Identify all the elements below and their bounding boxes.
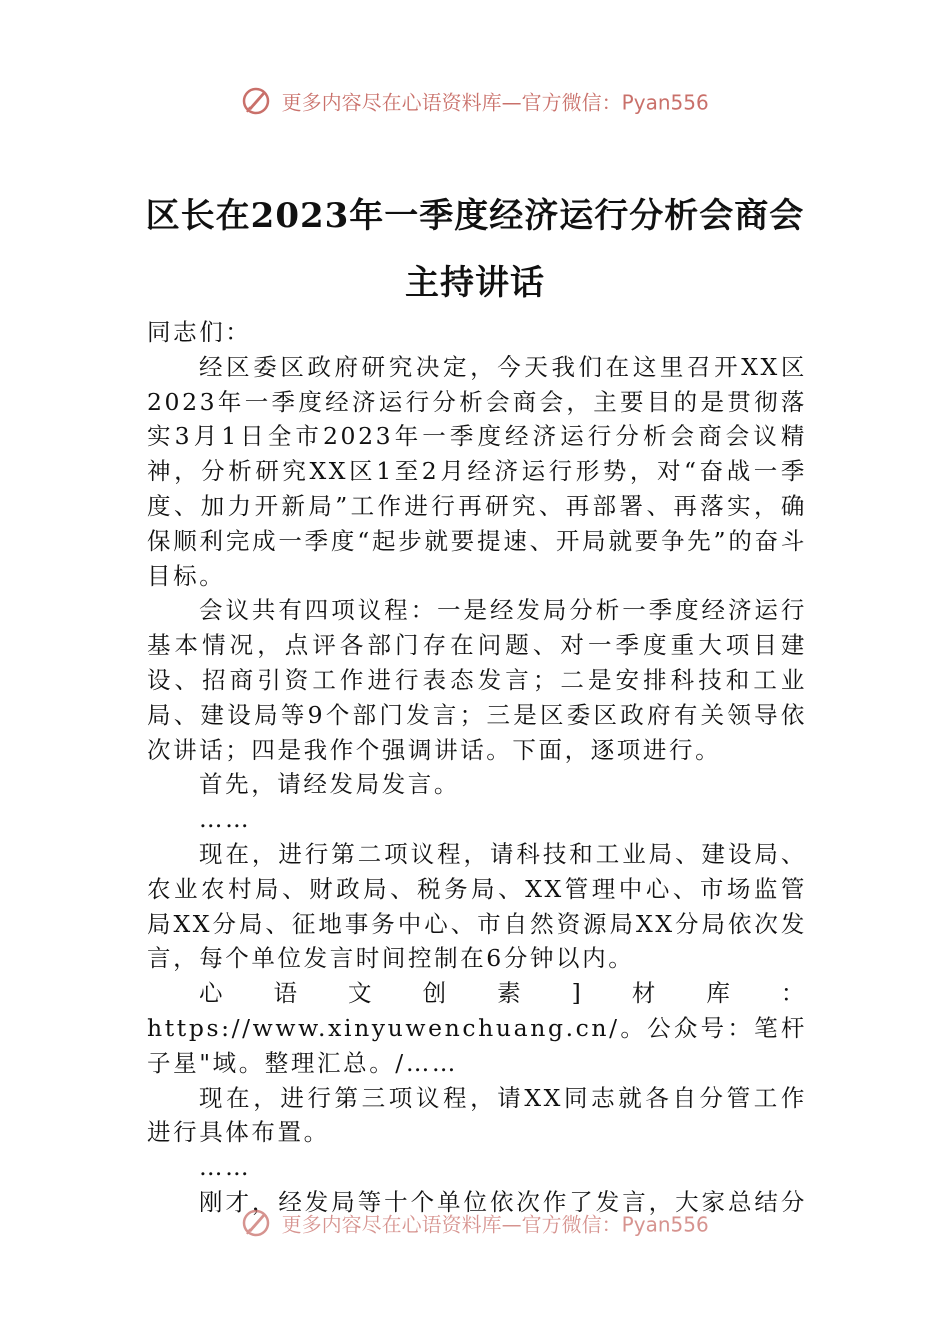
paragraph: 心语文创素]材库：https://www.xinyuwenchuang.cn/。公众号：笔杆子星"域。整理汇总。/……: [147, 979, 807, 1077]
watermark-text: 更多内容尽在心语资料库—官方微信：Pyan556: [281, 90, 709, 115]
quill-seal-icon: [241, 1208, 271, 1238]
header-watermark: [0, 86, 950, 116]
paragraph: 现在，进行第三项议程，请XX同志就各自分管工作进行具体布置。: [147, 1083, 807, 1147]
quill-seal-icon: [241, 86, 271, 116]
document-title-line-1: 区长在2023年一季度经济运行分析会商会: [145, 196, 805, 236]
ellipsis-line: ……: [199, 805, 252, 834]
paragraph: 经区委区政府研究决定，今天我们在这里召开XX区2023年一季度经济运行分析会商会，主要目的是贯彻落实3月1日全市2023年一季度经济运行分析会商会议精神，分析研究XX区1至2月经济运行形势，对“奋战一季度、加力开新局”工作进行再研究、再部署、再落实，确保顺利完成一季度“起步就要提速、开局就要争先”的奋斗目标。: [147, 352, 807, 590]
paragraph: 刚才，经发局等十个单位依次作了发言，大家总结分: [199, 1187, 807, 1216]
paragraph: 会议共有四项议程：一是经发局分析一季度经济运行基本情况，点评各部门存在问题、对一季度重大项目建设、招商引资工作进行表态发言；二是安排科技和工业局、建设局等9个部门发言；三是区委区政府有关领导依次讲话；四是我作个强调讲话。下面，逐项进行。: [147, 596, 807, 764]
document-title-line-2: 主持讲话: [405, 263, 545, 303]
paragraph: 现在，进行第二项议程，请科技和工业局、建设局、农业农村局、财政局、税务局、XX管理中心、市场监管局XX分局、征地事务中心、市自然资源局XX分局依次发言，每个单位发言时间控制在6分钟以内。: [147, 839, 807, 973]
paragraph: 首先，请经发局发言。: [199, 770, 460, 799]
watermark-text: 更多内容尽在心语资料库—官方微信：Pyan556: [281, 1212, 709, 1237]
footer-watermark: [0, 1208, 950, 1238]
salutation: 同志们：: [147, 318, 252, 346]
ellipsis-line: ……: [199, 1153, 252, 1182]
document-body: [147, 315, 807, 1217]
